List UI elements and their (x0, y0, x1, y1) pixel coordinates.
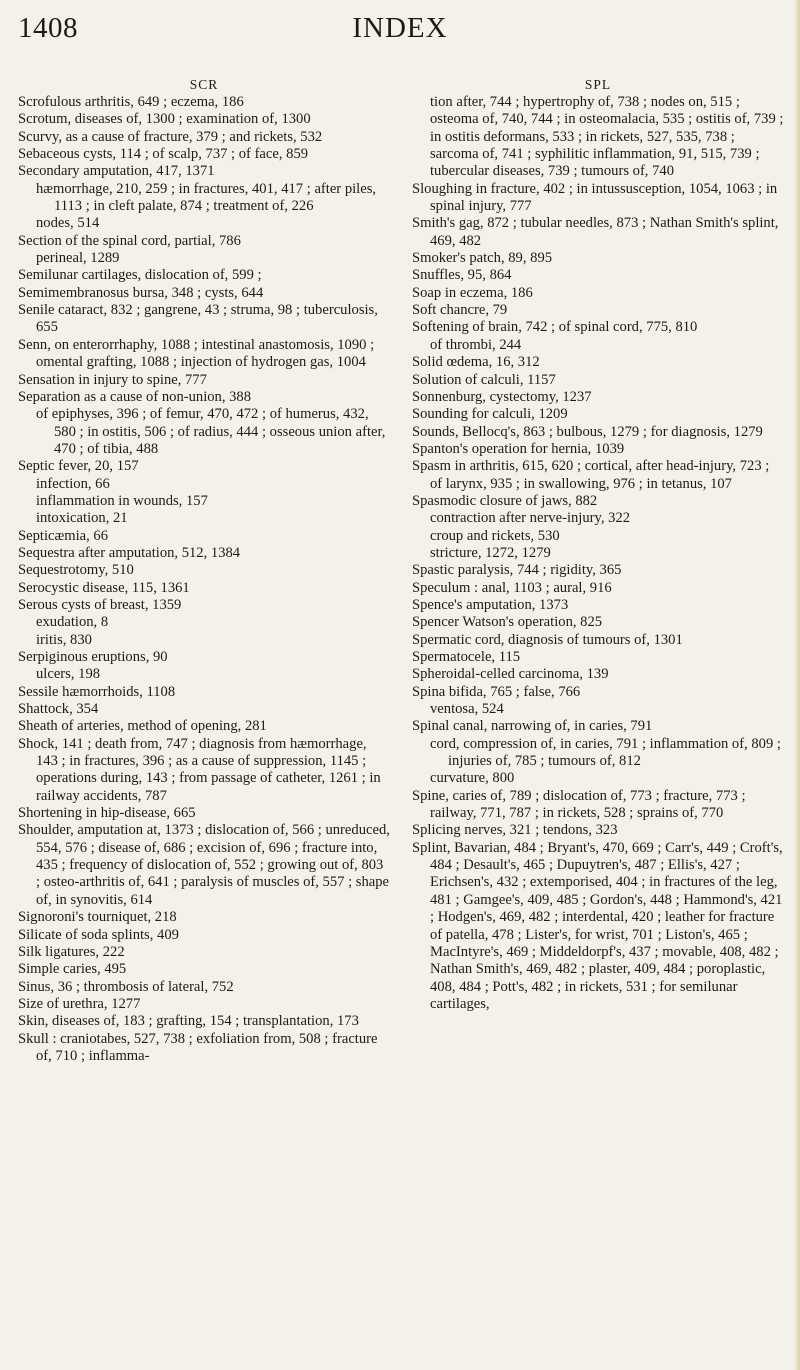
index-entry: Shoulder, amputation at, 1373 ; dislocation of, 566 ; unreduced, 554, 576 ; disease of, 686 ; excision of, 696 ; fracture into, 435 ; frequency of dislocation of, 552 ; growing out of, 803 ; osteo-arthritis of, 641 ; paralysis of muscles of, 557 ; shape of, in synovitis, 614 (18, 822, 390, 908)
page-number: 1408 (18, 12, 78, 44)
index-entry: Skull : craniotabes, 527, 738 ; exfoliation from, 508 ; fracture of, 710 ; inflamma- (18, 1030, 378, 1064)
index-entry: croup and rickets, 530 (430, 527, 560, 544)
index-entry: exudation, 8 (36, 614, 109, 631)
index-entry: Sensation in injury to spine, 777 (18, 371, 207, 388)
index-entry: Solution of calculi, 1157 (412, 371, 556, 388)
index-entry: Silk ligatures, 222 (18, 943, 125, 960)
index-entry: ulcers, 198 (36, 666, 101, 683)
index-entry: Sinus, 36 ; thrombosis of lateral, 752 (18, 978, 234, 995)
right-entry-list (412, 94, 784, 1013)
index-entry: Shattock, 354 (18, 701, 99, 718)
index-entry: Snuffles, 95, 864 (412, 267, 512, 284)
index-entry: Sequestra after amputation, 512, 1384 (18, 544, 241, 561)
index-entry: Speculum : anal, 1103 ; aural, 916 (412, 579, 612, 596)
index-entry: Sonnenburg, cystectomy, 1237 (412, 388, 592, 405)
index-entry: Size of urethra, 1277 (18, 995, 141, 1012)
index-entry: Semimembranosus bursa, 348 ; cysts, 644 (18, 284, 264, 301)
page-title: INDEX (352, 12, 448, 44)
index-entry: Serocystic disease, 115, 1361 (18, 579, 190, 596)
index-entry: Spheroidal-celled carcinoma, 139 (412, 666, 609, 683)
index-entry: infection, 66 (36, 475, 110, 492)
index-entry: Smith's gag, 872 ; tubular needles, 873 ; Nathan Smith's splint, 469, 482 (412, 215, 779, 249)
left-column (18, 76, 390, 1065)
left-entry-list (18, 94, 390, 1065)
index-entry: Silicate of soda splints, 409 (18, 926, 179, 943)
index-entry: Sheath of arteries, method of opening, 281 (18, 718, 267, 735)
index-entry: Splint, Bavarian, 484 ; Bryant's, 470, 669 ; Carr's, 449 ; Croft's, 484 ; Desault's, 465 ; Dupuytren's, 487 ; Ellis's, 427 ; Erichsen's, 432 ; extemporised, 404 ; in fractures of the leg, 481 ; Gamgee's, 409, 485 ; Gordon's, 448 ; Hammond's, 421 ; Hodgen's, 469, 482 ; interdental, 420 ; leather for fracture of patella, 478 ; Lister's, for wrist, 701 ; Liston's, 465 ; MacIntyre's, 469 ; Middeldorpf's, 437 ; movable, 408, 482 ; Nathan Smith's, 469, 482 ; plaster, 409, 484 ; poroplastic, 408, 484 ; Pott's, 482 ; in rickets, 531 ; for semilunar cartilages, (412, 839, 783, 1012)
index-entry: Spasmodic closure of jaws, 882 (412, 492, 598, 509)
index-entry: Sounds, Bellocq's, 863 ; bulbous, 1279 ; for diagnosis, 1279 (412, 423, 763, 440)
index-entry: perineal, 1289 (36, 250, 120, 267)
index-entry: Scurvy, as a cause of fracture, 379 ; and rickets, 532 (18, 128, 323, 145)
page-edge (794, 0, 800, 1370)
index-entry: Soft chancre, 79 (412, 302, 508, 319)
index-entry: Senn, on enterorrhaphy, 1088 ; intestinal anastomosis, 1090 ; omental grafting, 1088 ; injection of hydrogen gas, 1004 (18, 336, 375, 371)
index-entry: Spina bifida, 765 ; false, 766 (412, 683, 581, 700)
index-entry: Skin, diseases of, 183 ; grafting, 154 ; transplantation, 173 (18, 1013, 359, 1030)
index-entry: Spermatocele, 115 (412, 649, 521, 665)
index-entry: Scrofulous arthritis, 649 ; eczema, 186 (18, 94, 244, 110)
index-entry: Sebaceous cysts, 114 ; of scalp, 737 ; of face, 859 (18, 146, 309, 163)
left-guide-word: SCR (189, 77, 219, 92)
right-column (412, 76, 784, 1013)
index-entry: Separation as a cause of non-union, 388 (18, 388, 252, 405)
index-entry: Solid œdema, 16, 312 (412, 354, 540, 371)
index-entry: Spermatic cord, diagnosis of tumours of, 1301 (412, 631, 683, 648)
index-entry: Spanton's operation for hernia, 1039 (412, 440, 625, 457)
index-entry: Soap in eczema, 186 (412, 284, 533, 301)
index-entry: of thrombi, 244 (430, 336, 522, 353)
index-entry: of epiphyses, 396 ; of femur, 470, 472 ; of humerus, 432, 580 ; in ostitis, 506 ; of radius, 444 ; osseous union after, 470 ; of tibia, 488 (36, 406, 386, 457)
index-entry: tion after, 744 ; hypertrophy of, 738 ; nodes on, 515 ; osteoma of, 740, 744 ; in osteomalacia, 535 ; ostitis of, 739 ; in ostitis deformans, 533 ; in rickets, 527, 535, 738 ; sarcoma of, 741 ; syphilitic inflammation, 91, 515, 739 ; tubercular diseases, 739 ; tumours of, 740 (430, 94, 784, 180)
index-entry: Sounding for calculi, 1209 (412, 406, 568, 423)
index-entry: curvature, 800 (430, 770, 515, 787)
index-entry: Spence's amputation, 1373 (412, 596, 569, 613)
index-entry: intoxication, 21 (36, 510, 128, 527)
index-entry: cord, compression of, in caries, 791 ; inflammation of, 809 ; injuries of, 785 ; tumours of, 812 (430, 735, 781, 770)
index-entry: Spastic paralysis, 744 ; rigidity, 365 (412, 562, 622, 579)
index-entry: stricture, 1272, 1279 (430, 544, 551, 561)
index-entry: Scrotum, diseases of, 1300 ; examination of, 1300 (18, 111, 311, 128)
index-entry: ventosa, 524 (430, 701, 504, 718)
index-entry: contraction after nerve-injury, 322 (430, 510, 631, 527)
index-entry: Smoker's patch, 89, 895 (412, 250, 553, 267)
index-entry: Shortening in hip-disease, 665 (18, 805, 196, 822)
index-entry: Splicing nerves, 321 ; tendons, 323 (412, 822, 618, 839)
index-entry: Spinal canal, narrowing of, in caries, 791 (412, 718, 653, 735)
index-entry: Softening of brain, 742 ; of spinal cord, 775, 810 (412, 319, 698, 336)
index-entry: Septic fever, 20, 157 (18, 458, 139, 475)
page-header (0, 12, 800, 52)
index-entry: Semilunar cartilages, dislocation of, 599 ; (18, 267, 262, 284)
index-entry: Simple caries, 495 (18, 961, 127, 978)
index-entry: Sloughing in fracture, 402 ; in intussusception, 1054, 1063 ; in spinal injury, 777 (412, 180, 778, 215)
index-entry: Sessile hæmorrhoids, 1108 (18, 683, 176, 700)
index-entry: hæmorrhage, 210, 259 ; in fractures, 401, 417 ; after piles, 1113 ; in cleft palate, 874 ; treatment of, 226 (36, 180, 377, 215)
index-entry: Sequestrotomy, 510 (18, 562, 134, 579)
index-entry: Secondary amputation, 417, 1371 (18, 163, 215, 180)
index-entry: Signoroni's tourniquet, 218 (18, 909, 177, 926)
index-entry: Section of the spinal cord, partial, 786 (18, 232, 241, 249)
index-entry: iritis, 830 (36, 631, 92, 648)
index-entry: Spasm in arthritis, 615, 620 ; cortical, after head-injury, 723 ; of larynx, 935 ; in swallowing, 976 ; in tetanus, 107 (412, 458, 770, 492)
index-entry: Serpiginous eruptions, 90 (18, 649, 168, 665)
index-entry: Spencer Watson's operation, 825 (412, 614, 603, 631)
index-entry: inflammation in wounds, 157 (36, 492, 208, 509)
index-entry: Septicæmia, 66 (18, 527, 108, 544)
index-entry: Serous cysts of breast, 1359 (18, 596, 182, 613)
index-entry: Senile cataract, 832 ; gangrene, 43 ; struma, 98 ; tuberculosis, 655 (18, 302, 378, 336)
index-entry: nodes, 514 (36, 215, 100, 232)
right-guide-word: SPL (584, 77, 612, 92)
index-entry: Spine, caries of, 789 ; dislocation of, 773 ; fracture, 773 ; railway, 771, 787 ; in rickets, 528 ; sprains of, 770 (412, 787, 746, 822)
index-entry: Shock, 141 ; death from, 747 ; diagnosis from hæmorrhage, 143 ; in fractures, 396 ; as a cause of suppression, 1145 ; operations during, 143 ; from passage of catheter, 1261 ; in railway accidents, 787 (18, 735, 381, 804)
